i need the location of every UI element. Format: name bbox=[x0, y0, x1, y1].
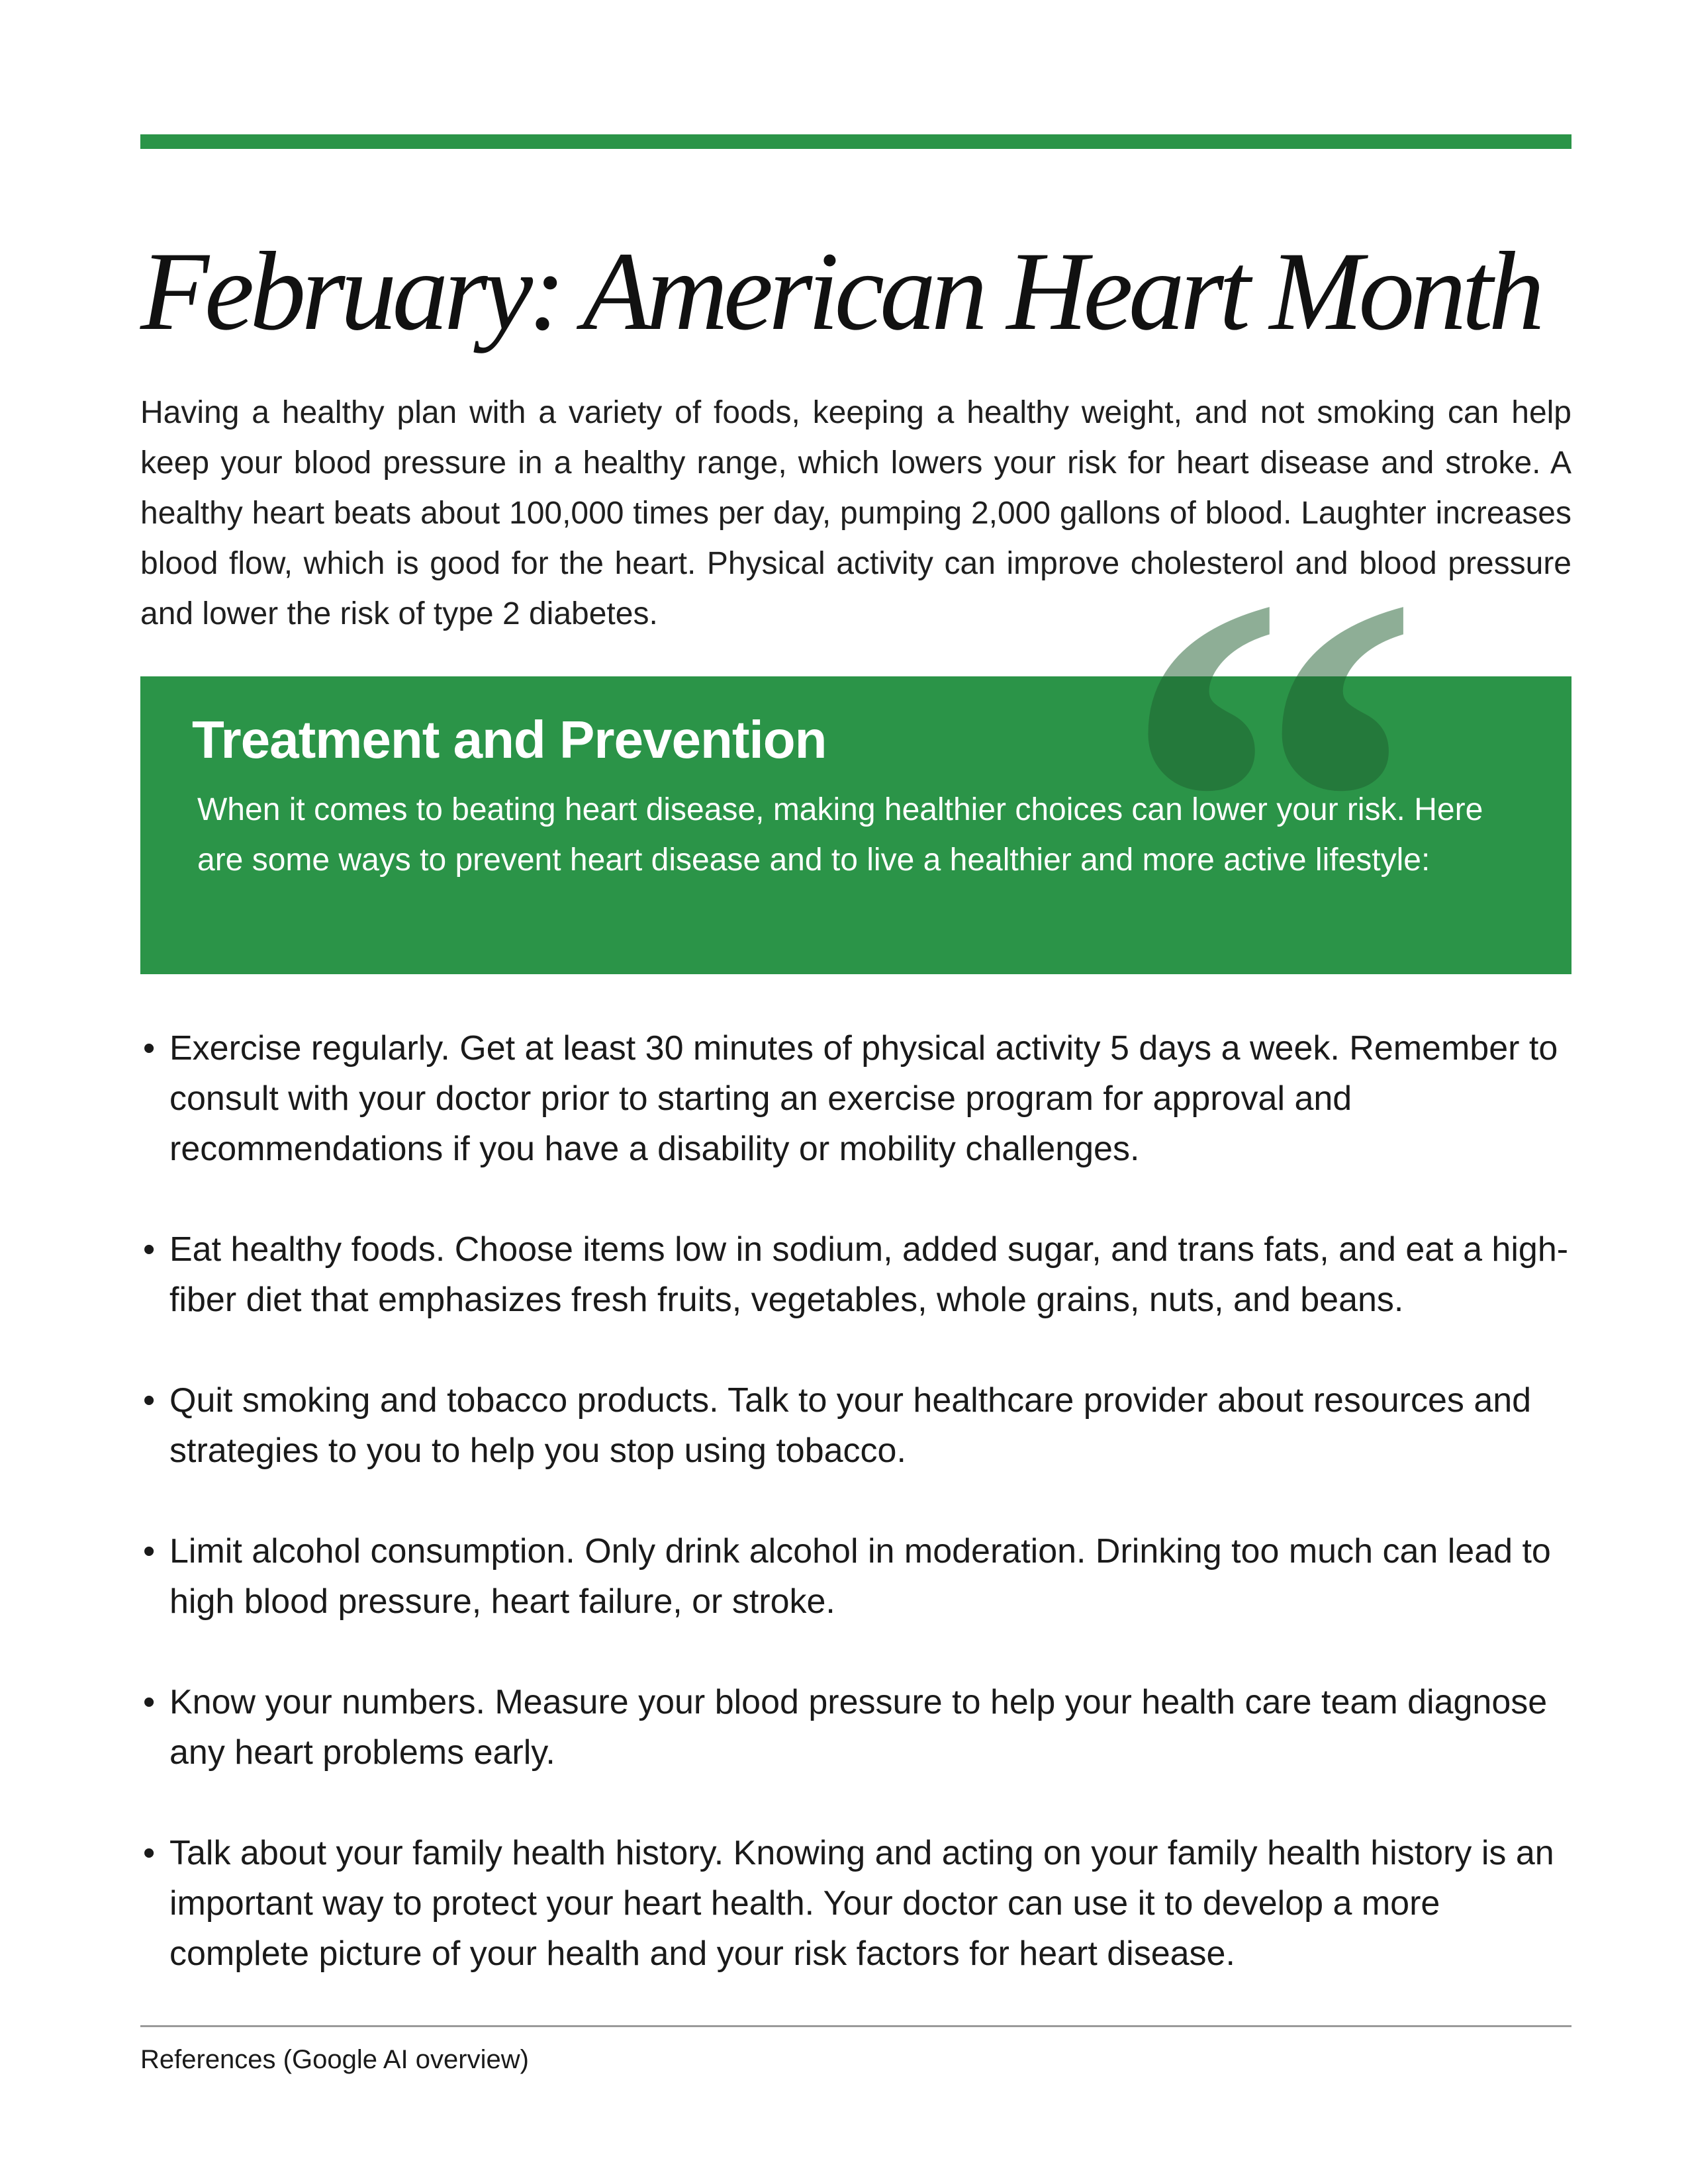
bullet-icon: • bbox=[143, 1230, 156, 1269]
footer-divider bbox=[140, 2025, 1571, 2027]
bullet-icon: • bbox=[143, 1532, 156, 1570]
list-item-text: Eat healthy foods. Choose items low in sodium, added sugar, and trans fats, and eat a high-fiber diet that emphasizes fresh fruits, vegetables, whole grains, nuts, and beans. bbox=[169, 1230, 1569, 1319]
list-item-text: Exercise regularly. Get at least 30 minutes of physical activity 5 days a week. Remember to consult with your doctor prior to starting an exercise program for approval and recommendations if you have a disability or mobility challenges. bbox=[169, 1029, 1558, 1168]
bullet-icon: • bbox=[143, 1381, 156, 1420]
bullet-icon: • bbox=[143, 1029, 156, 1068]
list-item bbox=[140, 1375, 1571, 1476]
prevention-list bbox=[140, 1023, 1571, 2029]
references-note: References (Google AI overview) bbox=[140, 2045, 529, 2074]
list-item-text: Quit smoking and tobacco products. Talk to your healthcare provider about resources and strategies to you to help you stop using tobacco. bbox=[169, 1381, 1532, 1470]
list-item bbox=[140, 1023, 1571, 1174]
top-accent-rule bbox=[140, 134, 1571, 149]
quotation-mark-icon: “ bbox=[1119, 470, 1423, 1144]
callout-heading: Treatment and Prevention bbox=[192, 710, 827, 769]
list-item-text: Talk about your family health history. Knowing and acting on your family health history is an important way to protect your heart health. Your doctor can use it to develop a more complete picture of your health and your risk factors for heart disease. bbox=[169, 1834, 1554, 1973]
intro-paragraph: Having a healthy plan with a variety of foods, keeping a healthy weight, and not smoking can help keep your blood pressure in a healthy range, which lowers your risk for heart disease and stroke. A healthy heart beats about 100,000 times per day, pumping 2,000 gallons of blood. Laughter increases blood flow, which is good for the heart. Physical activity can improve cholesterol and blood pressure and lower the risk of type 2 diabetes. bbox=[140, 395, 1571, 631]
list-item bbox=[140, 1677, 1571, 1778]
list-item-text: Limit alcohol consumption. Only drink alcohol in moderation. Drinking too much can lead to high blood pressure, heart failure, or stroke. bbox=[169, 1532, 1551, 1621]
bullet-icon: • bbox=[143, 1683, 156, 1721]
list-item bbox=[140, 1828, 1571, 1979]
bullet-icon: • bbox=[143, 1834, 156, 1872]
list-item-text: Know your numbers. Measure your blood pressure to help your health care team diagnose any heart problems early. bbox=[169, 1683, 1548, 1772]
page-title: February: American Heart Month bbox=[140, 229, 1540, 353]
list-item bbox=[140, 1224, 1571, 1325]
callout-text: When it comes to beating heart disease, making healthier choices can lower your risk. Here are some ways to prevent heart disease and to live a healthier and more active lifestyle: bbox=[197, 792, 1483, 878]
list-item bbox=[140, 1526, 1571, 1627]
